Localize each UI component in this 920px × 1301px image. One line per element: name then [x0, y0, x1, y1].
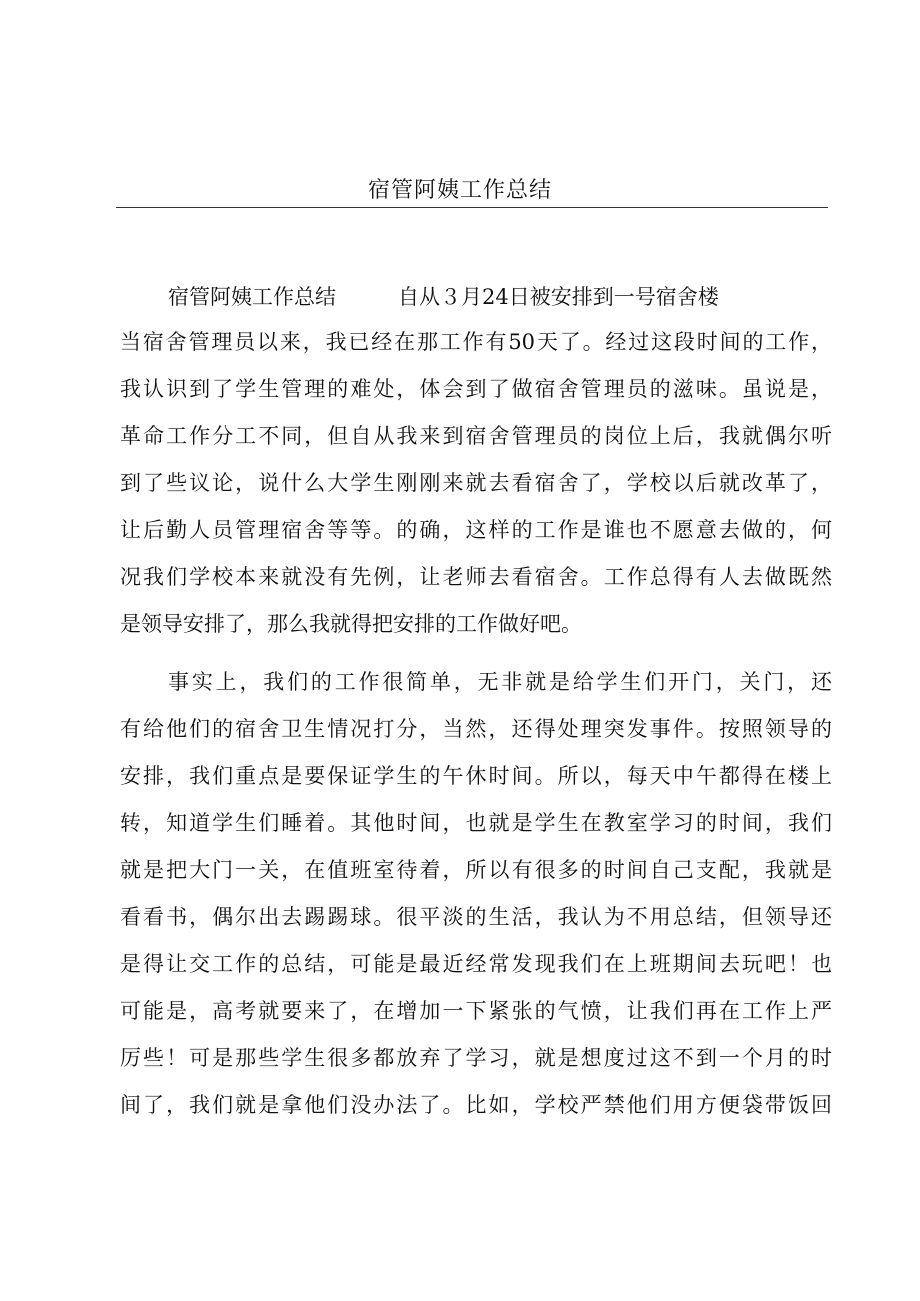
body-line: 间了，我们就是拿他们没办法了。比如，学校严禁他们用方便袋带饭回	[120, 1093, 832, 1117]
body-line: 转，知道学生们睡着。其他时间，也就是学生在教室学习的时间，我们	[120, 811, 832, 835]
body-line: 到了些议论，说什么大学生刚刚来就去看宿舍了，学校以后就改革了，	[120, 471, 832, 495]
body-line: 让后勤人员管理宿舍等等。的确，这样的工作是谁也不愿意去做的，何	[120, 518, 832, 542]
first-paragraph-opening-line	[168, 277, 719, 317]
body-line: 当宿舍管理员以来，我已经在那工作有50天了。经过这段时间的工作，	[120, 330, 832, 354]
body-line: 况我们学校本来就没有先例，让老师去看宿舍。工作总得有人去做既然	[120, 565, 832, 589]
body-line: 有给他们的宿舍卫生情况打分，当然，还得处理突发事件。按照领导的	[120, 717, 832, 741]
body-line: 安排，我们重点是要保证学生的午休时间。所以，每天中午都得在楼上	[120, 764, 832, 788]
body-line: 我认识到了学生管理的难处，体会到了做宿舍管理员的滋味。虽说是，	[120, 377, 832, 401]
first-line-body-text: 自从３月24日被安排到一号宿舍楼	[398, 285, 719, 309]
body-line: 是领导安排了，那么我就得把安排的工作做好吧。	[120, 612, 582, 636]
body-line: 革命工作分工不同，但自从我来到宿舍管理员的岗位上后，我就偶尔听	[120, 424, 832, 448]
body-line: 看看书，偶尔出去踢踢球。很平淡的生活，我认为不用总结，但领导还	[120, 905, 832, 929]
body-line: 是得让交工作的总结，可能是最近经常发现我们在上班期间去玩吧！也	[120, 952, 832, 976]
body-line: 厉些！可是那些学生很多都放弃了学习，就是想度过这不到一个月的时	[120, 1046, 832, 1070]
body-line: 事实上，我们的工作很简单，无非就是给学生们开门，关门，还	[168, 670, 832, 694]
first-line-heading-text: 宿管阿姨工作总结	[168, 285, 336, 309]
body-line: 就是把大门一关，在值班室待着，所以有很多的时间自己支配，我就是	[120, 858, 832, 882]
body-line: 可能是，高考就要来了，在增加一下紧张的气愤，让我们再在工作上严	[120, 999, 832, 1023]
title-underline	[116, 207, 828, 208]
document-title: 宿管阿姨工作总结	[367, 178, 552, 203]
